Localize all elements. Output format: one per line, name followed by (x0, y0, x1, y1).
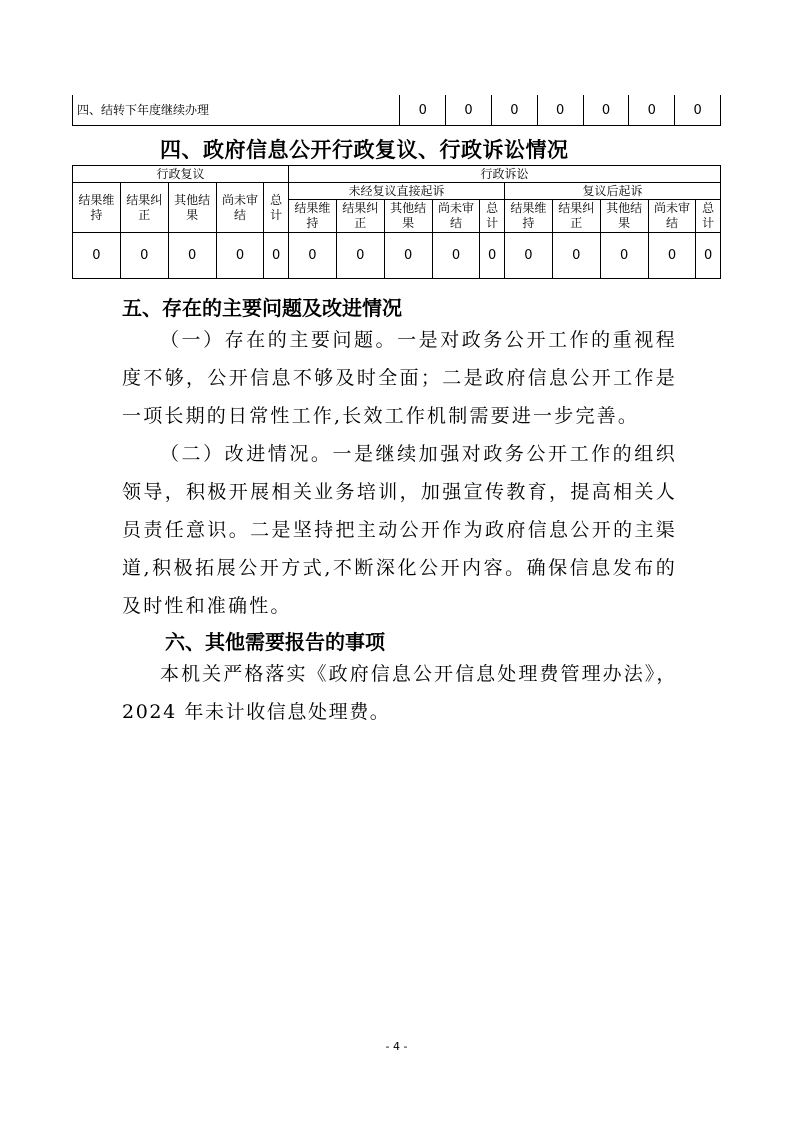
issues-paragraph: （一）存在的主要问题。一是对政务公开工作的重视程度不够，公开信息不够及时全面；二是政府信息公开工作是一项长期的日常性工作,长效工作机制需要进一步完善。 (122, 329, 677, 427)
table-cell: 0 (400, 95, 446, 126)
page-number: - 4 - (385, 1040, 408, 1053)
table-cell: 0 (432, 233, 480, 279)
table-header-row (73, 166, 721, 183)
column-header: 结果纠正 (552, 200, 600, 233)
table-cell: 0 (384, 233, 432, 279)
table-cell: 0 (552, 233, 600, 279)
table-cell: 0 (629, 95, 675, 126)
column-header: 其他结果 (168, 183, 216, 233)
carry-over-label: 四、结转下年度继续办理 (73, 95, 400, 126)
review-litigation-table (72, 165, 721, 279)
column-header: 结果维持 (73, 183, 121, 233)
review-header: 行政复议 (73, 166, 289, 183)
column-header: 尚未审结 (432, 200, 480, 233)
improvements-paragraph: （二）改进情况。一是继续加强对政务公开工作的组织领导，积极开展相关业务培训，加强宣传教育，提高相关人员责任意识。二是坚持把主动公开作为政府信息公开的主渠道,积极拓展公开方式,不断深化公开内容。确保信息发布的及时性和准确性。 (122, 443, 677, 617)
table-cell: 0 (583, 95, 629, 126)
table-cell: 0 (648, 233, 696, 279)
table-cell: 0 (336, 233, 384, 279)
table-cell: 0 (168, 233, 216, 279)
table-cell: 0 (675, 95, 721, 126)
column-header: 尚未审结 (216, 183, 264, 233)
table-cell: 0 (289, 233, 337, 279)
column-header: 尚未审结 (648, 200, 696, 233)
column-header: 总计 (480, 200, 505, 233)
table-cell: 0 (264, 233, 289, 279)
table-cell: 0 (696, 233, 721, 279)
table-cell: 0 (600, 233, 648, 279)
direct-suit-header: 未经复议直接起诉 (289, 183, 505, 200)
table-header-row (73, 183, 721, 200)
other-matters-paragraph: 本机关严格落实《政府信息公开信息处理费管理办法》，2024 年未计收信息处理费。 (122, 663, 677, 723)
section-4-title: 四、政府信息公开行政复议、行政诉讼情况 (160, 138, 569, 162)
column-header: 结果纠正 (120, 183, 168, 233)
after-review-header: 复议后起诉 (505, 183, 721, 200)
table-cell: 0 (446, 95, 492, 126)
column-header: 其他结果 (384, 200, 432, 233)
table-cell: 0 (505, 233, 553, 279)
table-cell: 0 (491, 95, 537, 126)
table-cell: 0 (537, 95, 583, 126)
column-header: 结果纠正 (336, 200, 384, 233)
litigation-header: 行政诉讼 (289, 166, 721, 183)
column-header: 总计 (696, 200, 721, 233)
column-header: 其他结果 (600, 200, 648, 233)
section-5-title: 五、存在的主要问题及改进情况 (122, 296, 402, 320)
carry-over-table (72, 95, 721, 126)
column-header: 结果维持 (289, 200, 337, 233)
column-header: 总计 (264, 183, 289, 233)
table-cell: 0 (480, 233, 505, 279)
table-cell: 0 (120, 233, 168, 279)
table-cell: 0 (216, 233, 264, 279)
column-header: 结果维持 (505, 200, 553, 233)
section-6-title: 六、其他需要报告的事项 (165, 630, 385, 654)
table-row (73, 95, 721, 126)
table-cell: 0 (73, 233, 121, 279)
table-row (73, 233, 721, 279)
